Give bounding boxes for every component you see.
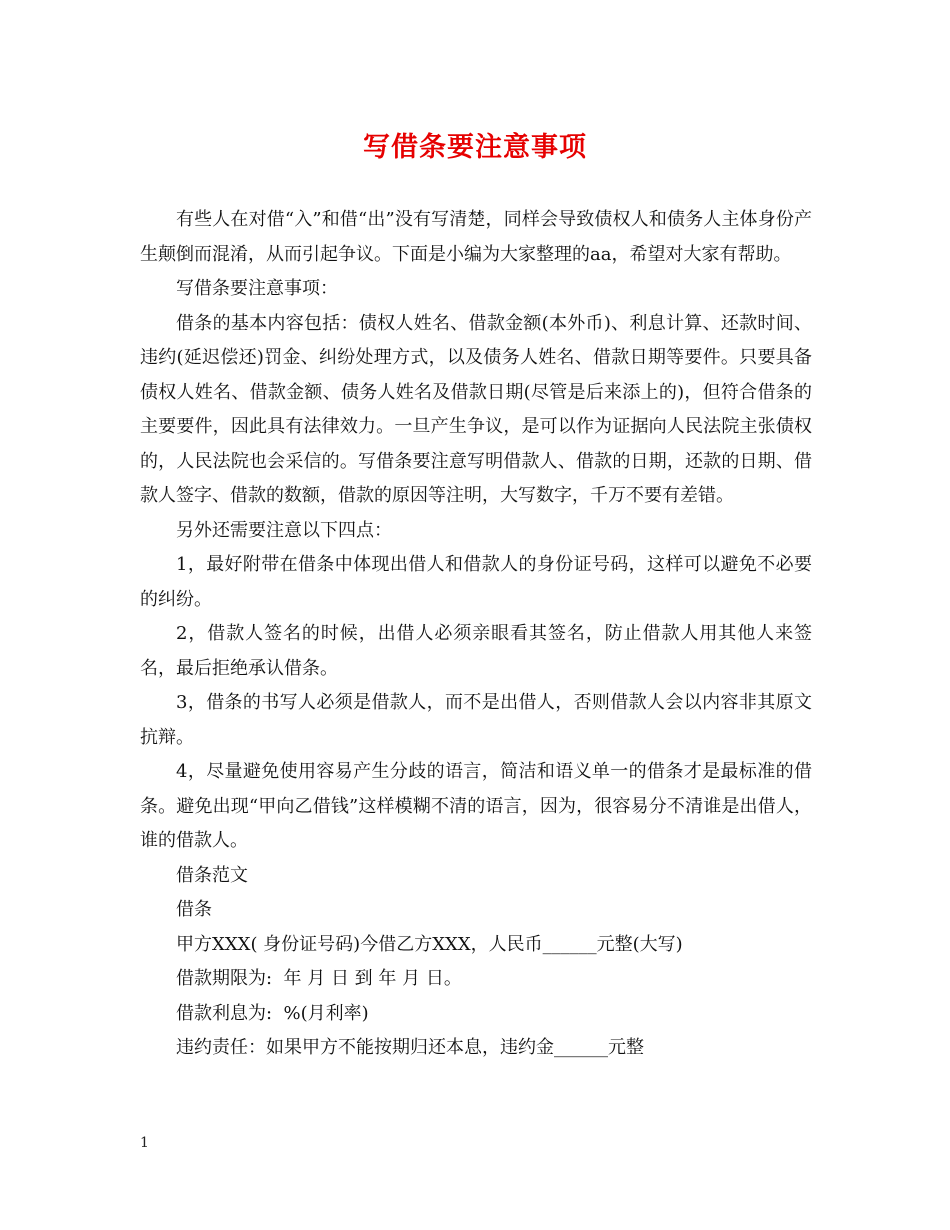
page-number: 1 [140, 1135, 149, 1151]
section-heading: 写借条要注意事项： [176, 278, 338, 299]
content-paragraph: 借条的基本内容包括：债权人姓名、借款金额(本外币)、利息计算、还款时间、违约(延迟偿还)罚金、纠纷处理方式，以及债务人姓名、借款日期等要件。只要具备债权人姓名、借款金额、债务人姓名及借款日期(尽管是后来添上的)，但符合借条的主要要件，因此具有法律效力。一旦产生争议，是可以作为证据向人民法院主张债权的，人民法院也会采信的。写借条要注意写明借款人、借款的日期，还款的日期、借款人签字、借款的数额，借款的原因等注明，大写数字，千万不要有差错。 [140, 312, 812, 506]
point-item-3: 3，借条的书写人必须是借款人，而不是出借人，否则借款人会以内容非其原文抗辩。 [140, 692, 812, 748]
intro-paragraph: 有些人在对借“入”和借“出”没有写清楚，同样会导致债权人和债务人主体身份产生颠倒而混淆，从而引起争议。下面是小编为大家整理的aa，希望对大家有帮助。 [140, 209, 812, 265]
sample-line-interest: 借款利息为: %(月利率) [176, 1002, 369, 1024]
point-item-1: 1，最好附带在借条中体现出借人和借款人的身份证号码，这样可以避免不必要的纠纷。 [140, 554, 812, 610]
points-heading: 另外还需要注意以下四点： [176, 519, 392, 541]
point-item-2: 2，借款人签名的时候，出借人必须亲眼看其签名，防止借款人用其他人来签名，最后拒绝承认借条。 [140, 623, 812, 679]
sample-title: 借条 [176, 899, 212, 920]
sample-line-borrower: 甲方XXX( 身份证号码)今借乙方XXX，人民币______元整(大写) [176, 933, 683, 955]
point-item-4: 4，尽量避免使用容易产生分歧的语言，简洁和语义单一的借条才是最标准的借条。避免出现“甲向乙借钱”这样模糊不清的语言，因为，很容易分不清谁是出借人，谁的借款人。 [140, 761, 812, 851]
sample-heading: 借条范文 [176, 864, 248, 886]
document-body [140, 203, 812, 1066]
sample-line-period: 借款期限为: 年 月 日 到 年 月 日。 [176, 968, 462, 989]
document-title: 写借条要注意事项 [363, 132, 587, 163]
sample-line-penalty: 违约责任：如果甲方不能按期归还本息，违约金______元整 [176, 1037, 644, 1058]
